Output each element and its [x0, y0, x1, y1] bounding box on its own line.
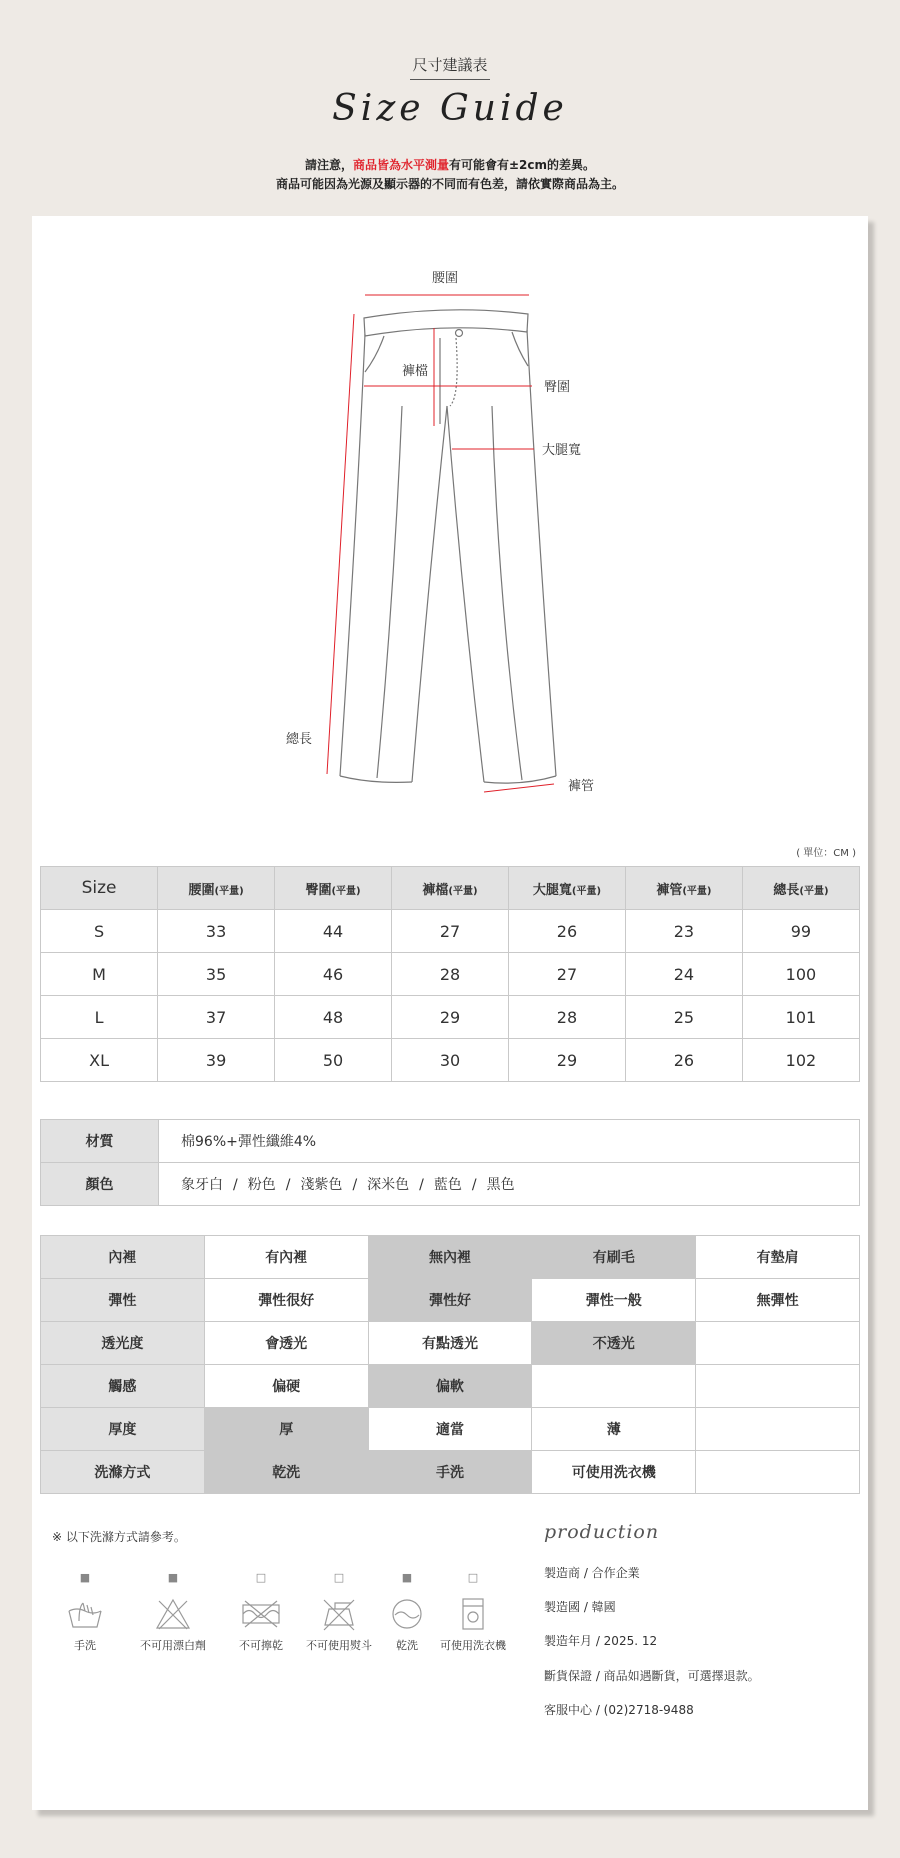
feature-option: 偏軟: [368, 1365, 532, 1408]
header-cell: 腰圍(平量): [158, 867, 275, 910]
production-row: 製造商 / 合作企業: [544, 1566, 640, 1580]
feature-option: 乾洗: [204, 1451, 368, 1494]
feature-row: [41, 1322, 860, 1365]
feature-option: 手洗: [368, 1451, 532, 1494]
waist-label: 腰圍: [432, 271, 459, 286]
header-cell: 褲管(平量): [625, 867, 742, 910]
feature-option: 有點透光: [368, 1322, 532, 1365]
feature-option: 不透光: [532, 1322, 696, 1365]
wash-check: □: [255, 1571, 267, 1584]
wash-check: □: [333, 1571, 345, 1584]
feature-option: 有內裡: [204, 1236, 368, 1279]
material-table: [40, 1119, 860, 1206]
feature-label: 彈性: [41, 1279, 205, 1322]
dry-clean-icon: [389, 1597, 425, 1631]
color-row: [41, 1163, 860, 1206]
feature-option: [532, 1365, 696, 1408]
page-header: [0, 0, 900, 215]
feature-option: 可使用洗衣機: [532, 1451, 696, 1494]
size-table: [40, 866, 860, 1082]
table-row: XL 39 50 30 29 26 102: [41, 1039, 860, 1082]
feature-table: [40, 1235, 860, 1494]
table-row: L 37 48 29 28 25 101: [41, 996, 860, 1039]
feature-option: 會透光: [204, 1322, 368, 1365]
production-row: 製造國 / 韓國: [544, 1600, 616, 1614]
color-label: 顏色: [41, 1163, 159, 1206]
measurement-highlight: 商品皆為水平測量: [352, 158, 449, 172]
unit-note: ( 單位：CM ): [796, 848, 856, 859]
wash-check: ■: [167, 1571, 179, 1584]
pants-diagram: [32, 216, 868, 816]
wash-item: □ 不可使用熨斗: [294, 1571, 384, 1653]
feature-option: [696, 1365, 860, 1408]
feature-option: 偏硬: [204, 1365, 368, 1408]
length-label: 總長: [286, 732, 313, 747]
rise-label: 褲檔: [402, 364, 429, 379]
hand-wash-icon: [67, 1597, 103, 1631]
color-note: 商品可能因為光源及顯示器的不同而有色差，請依實際商品為主。: [275, 177, 624, 191]
feature-option: 無彈性: [696, 1279, 860, 1322]
wash-item: ■ 手洗: [40, 1571, 130, 1653]
no-iron-icon: [321, 1597, 357, 1631]
feature-label: 觸感: [41, 1365, 205, 1408]
feature-row: [41, 1236, 860, 1279]
feature-option: [696, 1451, 860, 1494]
wash-title: ※ 以下洗滌方式請參考。: [52, 1530, 186, 1544]
wash-check: ■: [79, 1571, 91, 1584]
feature-option: 有刷毛: [532, 1236, 696, 1279]
material-row: [41, 1120, 860, 1163]
production-row: 客服中心 / (02)2718-9488: [544, 1703, 694, 1717]
production-row: 斷貨保證 / 商品如遇斷貨，可選擇退款。: [544, 1669, 760, 1683]
feature-label: 透光度: [41, 1322, 205, 1365]
header-cell: 臀圍(平量): [275, 867, 392, 910]
feature-option: [696, 1408, 860, 1451]
feature-option: 厚: [204, 1408, 368, 1451]
wash-check: ■: [401, 1571, 413, 1584]
material-label: 材質: [41, 1120, 159, 1163]
thigh-label: 大腿寬: [542, 443, 582, 458]
measurement-note: 請注意，商品皆為水平測量有可能會有±2cm的差異。: [304, 158, 596, 172]
wash-check: □: [467, 1571, 479, 1584]
color-list: 象牙白 / 粉色 / 淺紫色 / 深米色 / 藍色 / 黑色: [159, 1163, 860, 1206]
feature-label: 內裡: [41, 1236, 205, 1279]
wash-item: □ 可使用洗衣機: [428, 1571, 518, 1653]
production-row: 製造年月 / 2025. 12: [544, 1634, 658, 1648]
feature-option: 彈性一般: [532, 1279, 696, 1322]
table-row: S 33 44 27 26 23 99: [41, 910, 860, 953]
feature-option: 有墊肩: [696, 1236, 860, 1279]
no-wring-icon: [241, 1597, 281, 1631]
production-title: production: [544, 1521, 660, 1543]
hem-label: 褲管: [568, 779, 595, 794]
feature-row: [41, 1365, 860, 1408]
feature-option: [696, 1322, 860, 1365]
header-cell: 褲檔(平量): [392, 867, 509, 910]
header-cell: 大腿寬(平量): [508, 867, 625, 910]
material-value: 棉96%+彈性纖維4%: [159, 1120, 860, 1163]
washing-machine-icon: [455, 1597, 491, 1631]
feature-label: 洗滌方式: [41, 1451, 205, 1494]
wash-item: ■ 不可用漂白劑: [128, 1571, 218, 1653]
feature-option: 彈性好: [368, 1279, 532, 1322]
wash-item: □ 不可擰乾: [216, 1571, 306, 1653]
feature-label: 厚度: [41, 1408, 205, 1451]
size-guide-kicker: 尺寸建議表: [0, 54, 900, 80]
size-table-header: [41, 867, 860, 910]
table-row: M 35 46 28 27 24 100: [41, 953, 860, 996]
feature-row: [41, 1408, 860, 1451]
feature-row: [41, 1279, 860, 1322]
hip-label: 臀圍: [544, 380, 571, 395]
header-cell: 總長(平量): [742, 867, 859, 910]
size-guide-card: [32, 216, 868, 1810]
page-title: Size Guide: [332, 88, 568, 129]
feature-option: 薄: [532, 1408, 696, 1451]
feature-option: 適當: [368, 1408, 532, 1451]
wash-item: ■ 乾洗: [362, 1571, 452, 1653]
feature-row: [41, 1451, 860, 1494]
no-bleach-icon: [155, 1597, 191, 1631]
header-cell: Size: [41, 867, 158, 910]
feature-option: 無內裡: [368, 1236, 532, 1279]
feature-option: 彈性很好: [204, 1279, 368, 1322]
